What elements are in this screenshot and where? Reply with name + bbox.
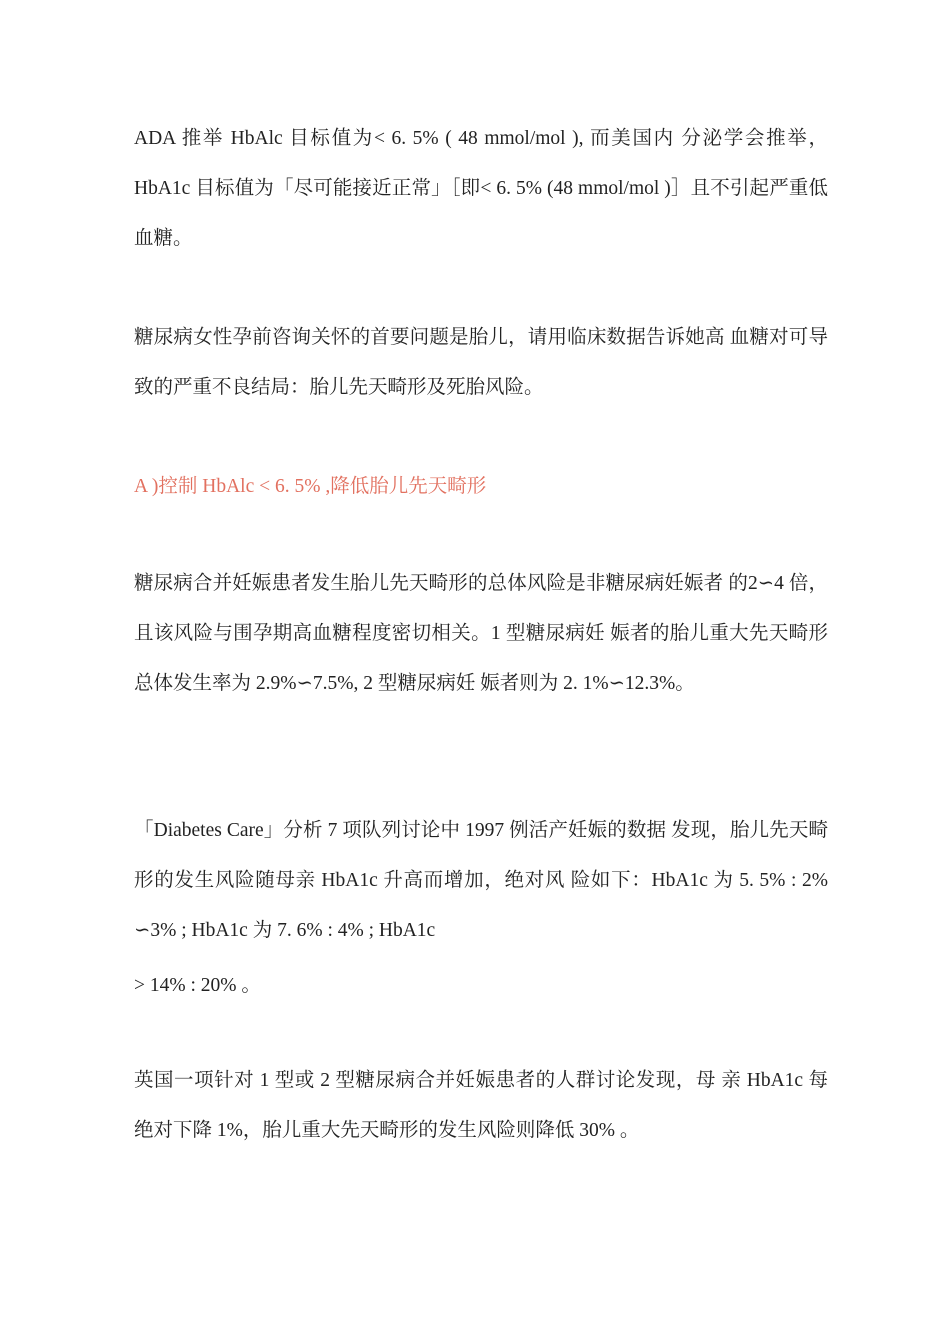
paragraph-diabetes-care-study: 「Diabetes Care」分析 7 项队列讨论中 1997 例活产妊娠的数据 发现，胎儿先天畸形的发生风险随母亲 HbA1c 升高而增加，绝对风 险如下：HbA1c 为 5. 5% : 2% ∽3% ; HbA1c 为 7. 6% : 4% ; HbA1c — [134, 820, 828, 941]
paragraph-malformation-risk: 糖尿病合并妊娠患者发生胎儿先天畸形的总体风险是非糖尿病妊娠者 的2∽4 倍，且该风险与围孕期高血糖程度密切相关。1 型糖尿病妊 娠者的胎儿重大先天畸形总体发生率为 2.9%∽7.5%, 2 型糖尿病妊 娠者则为 2. 1%∽12.3%。 — [134, 573, 828, 694]
paragraph-uk-study: 英国一项针对 1 型或 2 型糖尿病合并妊娠患者的人群讨论发现，母 亲 HbA1c 每绝对下降 1%，胎儿重大先天畸形的发生风险则降低 30% 。 — [134, 1070, 828, 1141]
paragraph-hba1c-targets: ADA 推举 HbAlc 目标值为< 6. 5% ( 48 mmol/mol ), 而美国内 分泌学会推举，HbA1c 目标值为「尽可能接近正常」［即< 6. 5% (48 mmol/mol )］且不引起严重低血糖。 — [134, 128, 828, 249]
paragraph-study-continuation: > 14% : 20% 。 — [134, 975, 261, 996]
section-heading-a: A )控制 HbAlc < 6. 5% ,降低胎儿先天畸形 — [134, 476, 487, 497]
paragraph-preconception-counseling: 糖尿病女性孕前咨询关怀的首要问题是胎儿，请用临床数据告诉她高 血糖对可导致的严重不良结局：胎儿先天畸形及死胎风险。 — [134, 327, 828, 398]
